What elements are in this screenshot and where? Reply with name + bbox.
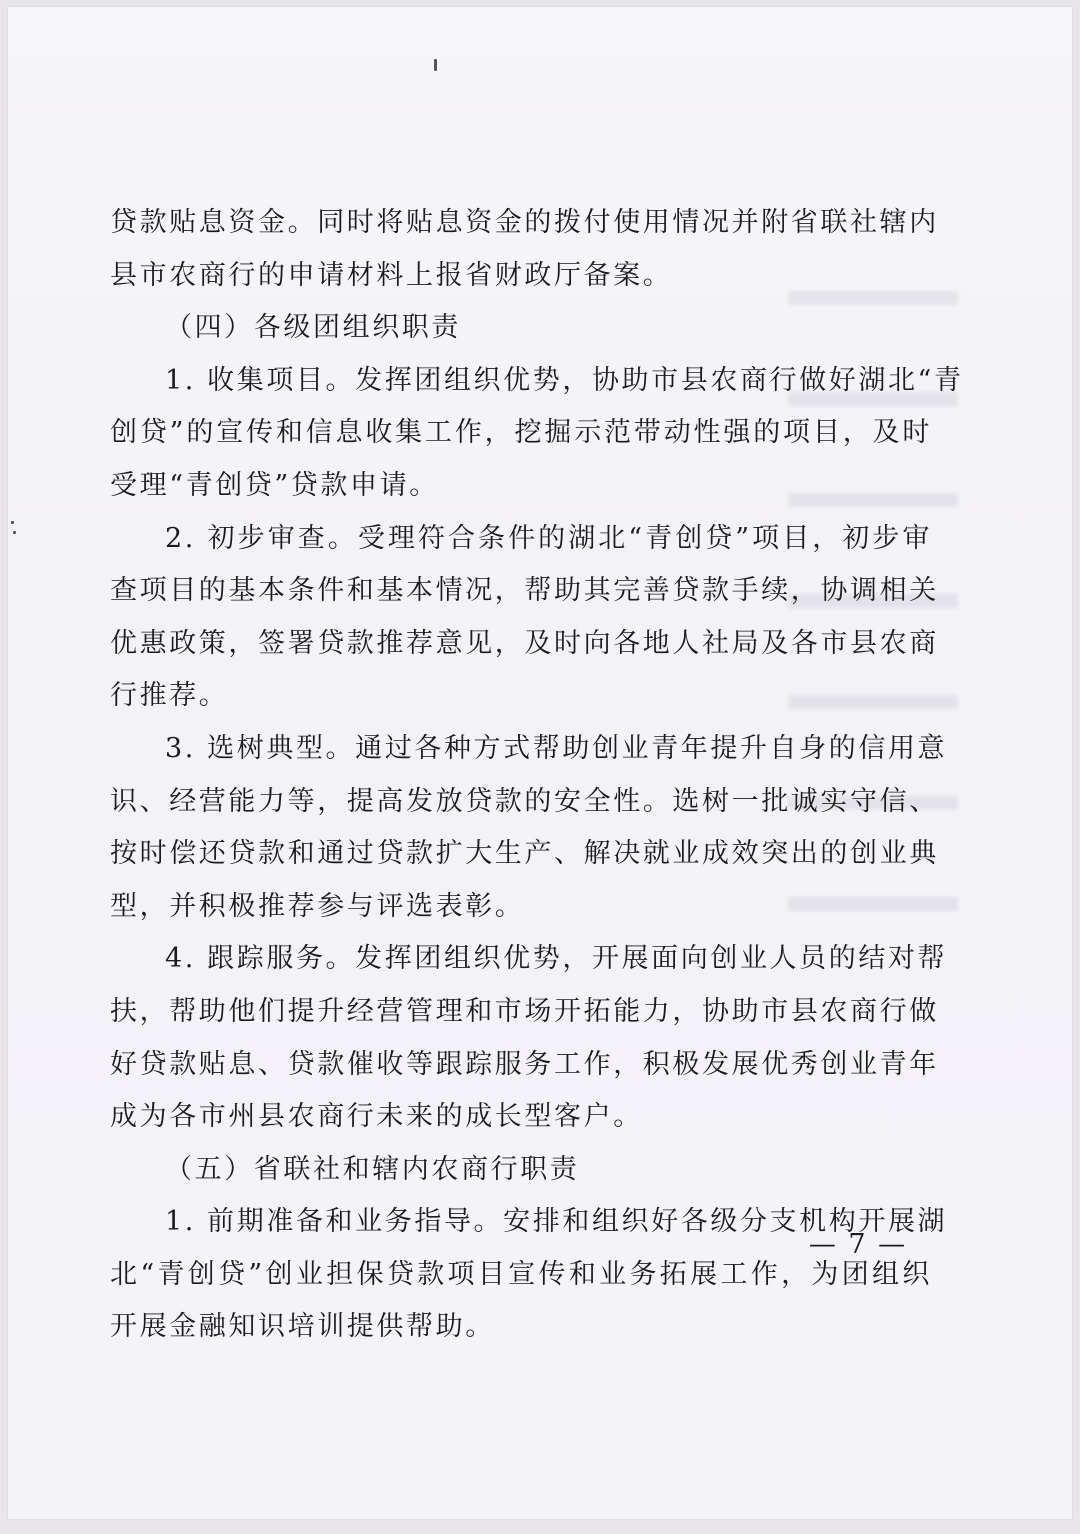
text-line: 开展金融知识培训提供帮助。 (110, 1311, 495, 1343)
section-heading: （五）省联社和辖内农商行职责 (165, 1153, 580, 1185)
text-line: 创贷”的宣传和信息收集工作，挖掘示范带动性强的项目，及时 (110, 417, 932, 449)
text-line: 1. 前期准备和业务指导。安排和组织好各级分支机构开展湖 (165, 1206, 948, 1238)
text-line: 县市农商行的申请材料上报省财政厅备案。 (110, 259, 673, 291)
section-heading: （四）各级团组织职责 (165, 312, 461, 344)
page-number: — 7 — (808, 1229, 908, 1260)
scan-speck (11, 521, 14, 524)
document-page (8, 7, 1072, 1519)
body-text (110, 197, 964, 1354)
text-line: 好贷款贴息、贷款催收等跟踪服务工作，积极发展优秀创业青年 (110, 1048, 939, 1080)
text-line: 查项目的基本条件和基本情况，帮助其完善贷款手续，协调相关 (110, 575, 939, 607)
text-line: 北“青创贷”创业担保贷款项目宣传和业务拓展工作，为团组织 (110, 1258, 932, 1290)
scan-speck (434, 59, 437, 71)
scan-speck (13, 531, 16, 534)
text-line: 1. 收集项目。发挥团组织优势，协助市县农商行做好湖北“青 (165, 364, 964, 396)
text-line: 行推荐。 (110, 680, 229, 712)
text-line: 识、经营能力等，提高发放贷款的安全性。选树一批诚实守信、 (110, 785, 939, 817)
text-line: 4. 跟踪服务。发挥团组织优势，开展面向创业人员的结对帮 (165, 943, 948, 975)
text-line: 2. 初步审查。受理符合条件的湖北“青创贷”项目，初步审 (165, 522, 932, 554)
text-line: 贷款贴息资金。同时将贴息资金的拨付使用情况并附省联社辖内 (110, 207, 939, 238)
text-line: 扶，帮助他们提升经营管理和市场开拓能力，协助市县农商行做 (110, 995, 939, 1027)
text-line: 优惠政策，签署贷款推荐意见，及时向各地人社局及各市县农商 (110, 627, 939, 659)
text-line: 3. 选树典型。通过各种方式帮助创业青年提升自身的信用意 (165, 732, 948, 764)
text-line: 成为各市州县农商行未来的成长型客户。 (110, 1101, 643, 1133)
text-line: 按时偿还贷款和通过贷款扩大生产、解决就业成效突出的创业典 (110, 838, 939, 870)
text-line: 受理“青创贷”贷款申请。 (110, 469, 439, 501)
text-line: 型，并积极推荐参与评选表彰。 (110, 890, 525, 922)
